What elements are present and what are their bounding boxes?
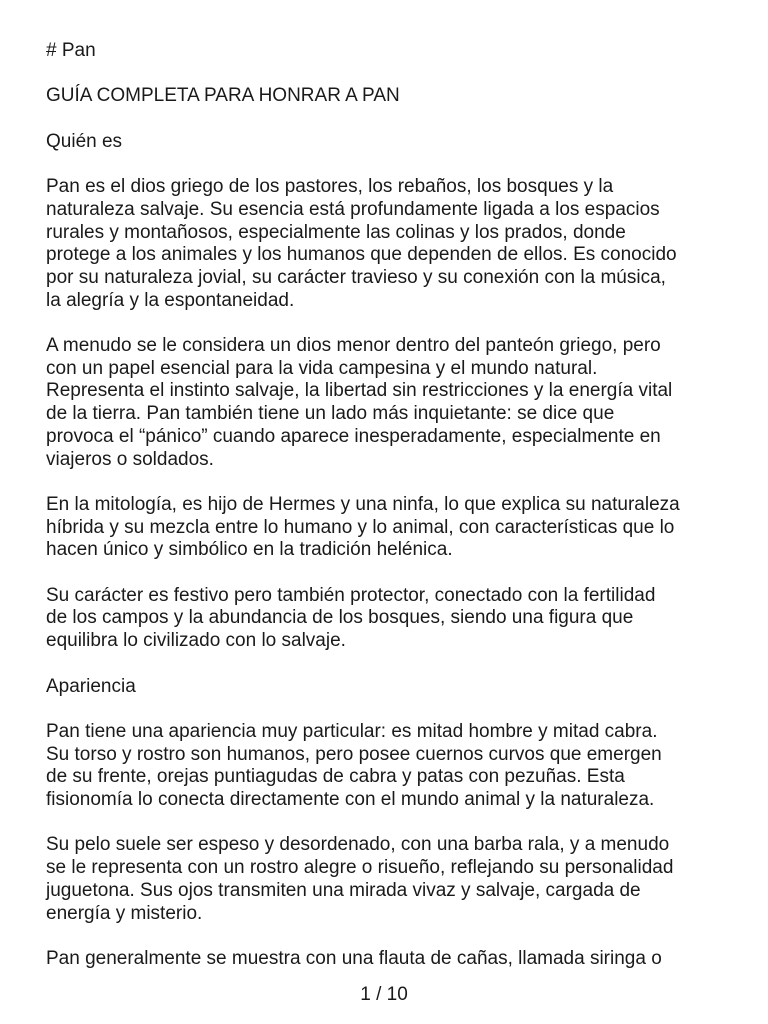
paragraph-apariencia-2 bbox=[46, 834, 736, 925]
text-line: energía y misterio. bbox=[46, 902, 203, 924]
text-line: por su naturaleza jovial, su carácter travieso y su conexión con la música, bbox=[46, 266, 666, 288]
text-line: de los campos y la abundancia de los bosques, siendo una figura que bbox=[46, 607, 634, 629]
paragraph-apariencia-3 bbox=[46, 948, 736, 971]
text-line: Pan tiene una apariencia muy particular: es mitad hombre y mitad cabra. bbox=[46, 720, 658, 742]
text-line: Pan generalmente se muestra con una flauta de cañas, llamada siringa o bbox=[46, 947, 662, 969]
text-line: de la tierra. Pan también tiene un lado más inquietante: se dice que bbox=[46, 403, 615, 425]
text-line: Pan es el dios griego de los pastores, los rebaños, los bosques y la bbox=[46, 176, 614, 198]
section-heading-quien-es: Quién es bbox=[46, 130, 123, 152]
text-line: Su carácter es festivo pero también protector, conectado con la fertilidad bbox=[46, 584, 656, 606]
text-line: protege a los animales y los humanos que dependen de ellos. Es conocido bbox=[46, 244, 677, 266]
paragraph-quien-3 bbox=[46, 494, 736, 562]
text-line: En la mitología, es hijo de Hermes y una ninfa, lo que explica su naturaleza bbox=[46, 493, 680, 515]
text-line: Su torso y rostro son humanos, pero posee cuernos curvos que emergen bbox=[46, 743, 662, 765]
text-line: A menudo se le considera un dios menor dentro del panteón griego, pero bbox=[46, 335, 661, 357]
text-line: se le representa con un rostro alegre o risueño, reflejando su personalidad bbox=[46, 857, 674, 879]
document-page bbox=[46, 40, 736, 971]
text-line: de su frente, orejas puntiagudas de cabra y patas con pezuñas. Esta bbox=[46, 766, 625, 788]
text-line: hacen único y simbólico en la tradición helénica. bbox=[46, 539, 453, 561]
paragraph-quien-1 bbox=[46, 176, 736, 312]
section-heading-apariencia: Apariencia bbox=[46, 675, 136, 697]
text-line: Su pelo suele ser espeso y desordenado, con una barba rala, y a menudo bbox=[46, 834, 670, 856]
text-line: fisionomía lo conecta directamente con el mundo animal y la naturaleza. bbox=[46, 789, 655, 811]
paragraph-quien-2 bbox=[46, 335, 736, 471]
text-line: juguetona. Sus ojos transmiten una mirada vivaz y salvaje, cargada de bbox=[46, 879, 641, 901]
paragraph-quien-4 bbox=[46, 585, 736, 653]
text-line: híbrida y su mezcla entre lo humano y lo animal, con características que lo bbox=[46, 516, 675, 538]
text-line: con un papel esencial para la vida campesina y el mundo natural. bbox=[46, 357, 598, 379]
page-indicator: 1 / 10 bbox=[360, 984, 408, 1005]
paragraph-apariencia-1 bbox=[46, 721, 736, 812]
document-title: GUÍA COMPLETA PARA HONRAR A PAN bbox=[46, 85, 400, 107]
document-heading: # Pan bbox=[46, 40, 96, 61]
text-line: naturaleza salvaje. Su esencia está profundamente ligada a los espacios bbox=[46, 198, 660, 220]
text-line: rurales y montañosos, especialmente las colinas y los prados, donde bbox=[46, 221, 626, 243]
text-line: la alegría y la espontaneidad. bbox=[46, 289, 295, 311]
text-line: provoca el “pánico” cuando aparece inesperadamente, especialmente en bbox=[46, 425, 661, 447]
text-line: Representa el instinto salvaje, la libertad sin restricciones y la energía vital bbox=[46, 380, 673, 402]
text-line: viajeros o soldados. bbox=[46, 448, 214, 470]
text-line: equilibra lo civilizado con lo salvaje. bbox=[46, 630, 346, 652]
